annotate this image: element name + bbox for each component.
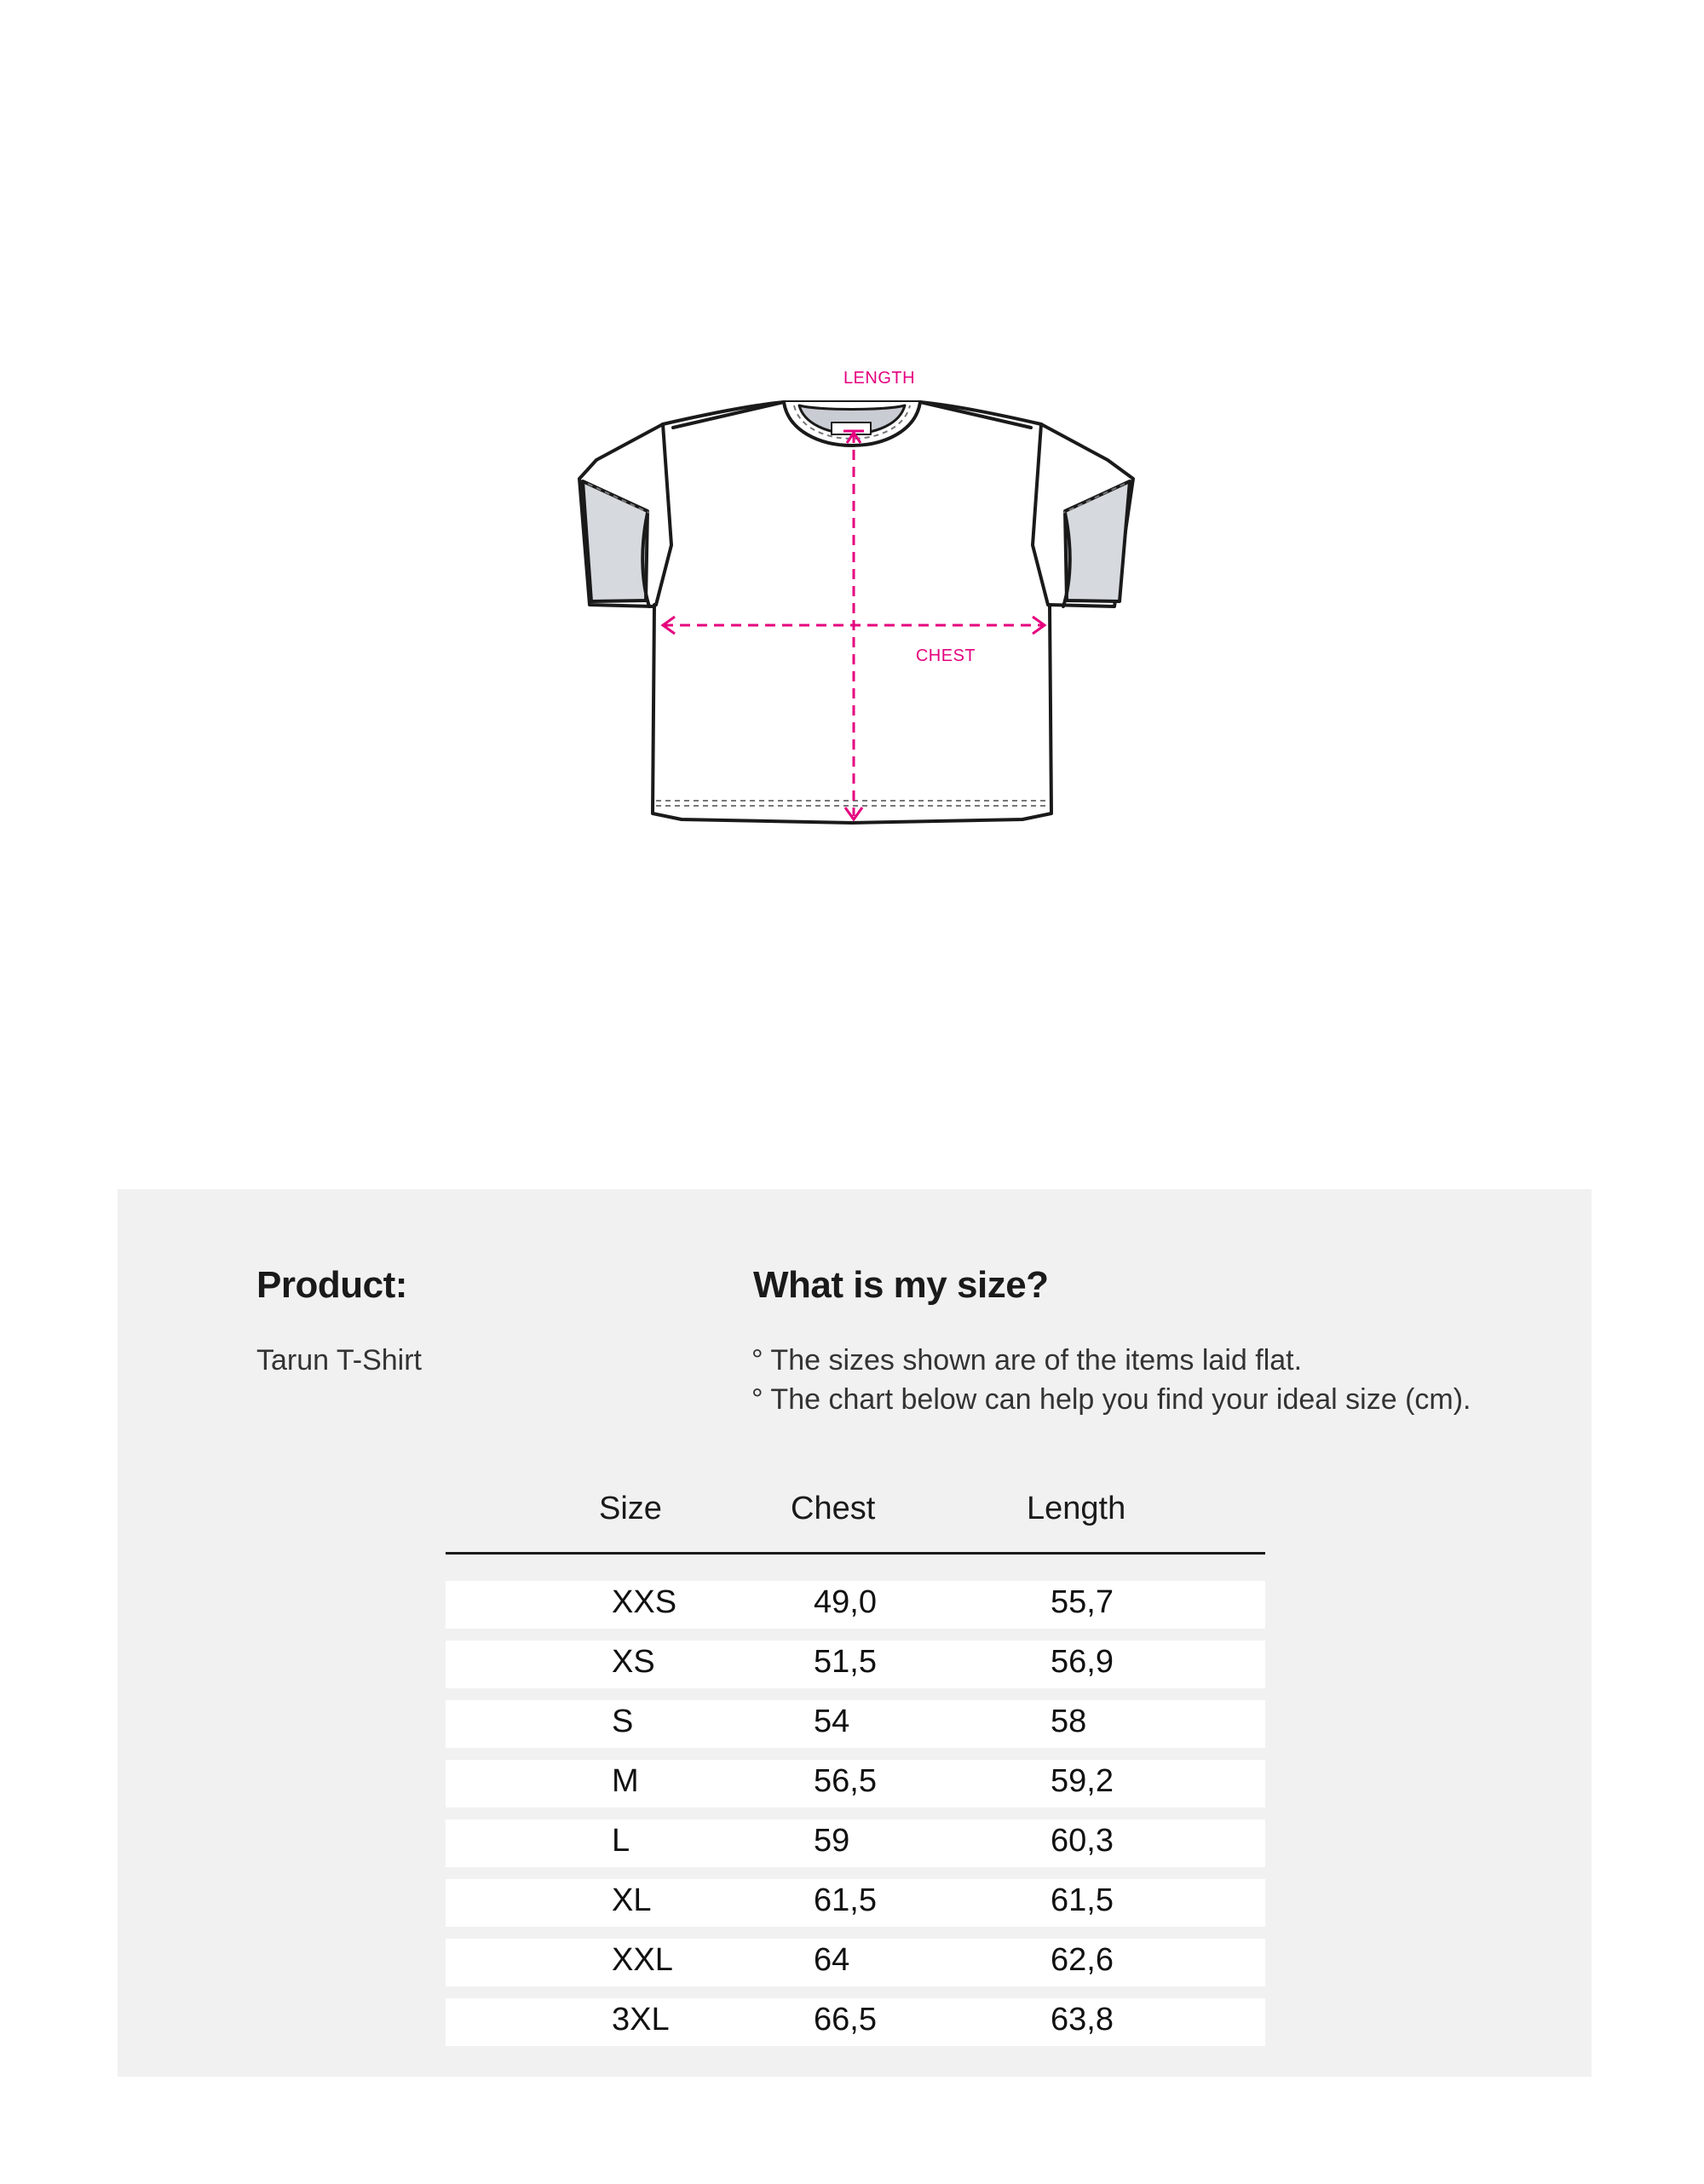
size-cell: XXS xyxy=(612,1584,677,1620)
length-cell: 59,2 xyxy=(1051,1763,1114,1799)
chest-cell: 51,5 xyxy=(814,1644,877,1680)
length-cell: 61,5 xyxy=(1051,1882,1114,1918)
size-cell: XS xyxy=(612,1644,655,1680)
size-heading: What is my size? xyxy=(753,1264,1049,1306)
chest-cell: 61,5 xyxy=(814,1882,877,1918)
length-cell: 56,9 xyxy=(1051,1644,1114,1680)
column-header-chest: Chest xyxy=(791,1491,876,1526)
size-cell: L xyxy=(612,1823,630,1859)
chest-cell: 49,0 xyxy=(814,1584,877,1620)
tshirt-outline xyxy=(579,402,1133,823)
size-cell: XL xyxy=(612,1882,652,1918)
chest-label: CHEST xyxy=(915,647,976,665)
column-header-size: Size xyxy=(599,1491,662,1526)
length-cell: 63,8 xyxy=(1051,2002,1114,2037)
table-row xyxy=(446,1879,1265,1927)
product-name: Tarun T-Shirt xyxy=(256,1344,423,1376)
size-cell: XXL xyxy=(612,1942,673,1978)
tshirt-diagram xyxy=(0,0,1704,937)
size-cell: S xyxy=(612,1704,634,1739)
chest-cell: 64 xyxy=(814,1942,850,1978)
size-cell: M xyxy=(612,1763,639,1799)
chest-cell: 56,5 xyxy=(814,1763,877,1799)
table-row xyxy=(446,1760,1265,1808)
chest-cell: 59 xyxy=(814,1823,850,1859)
size-table-body xyxy=(446,1581,1265,2058)
table-row xyxy=(446,1819,1265,1867)
length-cell: 60,3 xyxy=(1051,1823,1114,1859)
table-row xyxy=(446,1641,1265,1688)
table-row xyxy=(446,1998,1265,2046)
table-row xyxy=(446,1700,1265,1748)
product-heading: Product: xyxy=(256,1264,407,1306)
chest-cell: 54 xyxy=(814,1704,850,1739)
length-cell: 62,6 xyxy=(1051,1942,1114,1978)
size-cell: 3XL xyxy=(612,2002,670,2037)
length-label: LENGTH xyxy=(843,369,916,388)
size-note-flat: ° The sizes shown are of the items laid flat. xyxy=(751,1344,1303,1376)
table-row xyxy=(446,1939,1265,1986)
length-cell: 58 xyxy=(1051,1704,1087,1739)
size-info-panel xyxy=(118,1189,1592,2077)
size-table-header xyxy=(446,1487,1265,1555)
column-header-length: Length xyxy=(1027,1491,1126,1526)
chest-cell: 66,5 xyxy=(814,2002,877,2037)
size-note-chart: ° The chart below can help you find your ideal size (cm). xyxy=(751,1383,1471,1416)
length-cell: 55,7 xyxy=(1051,1584,1114,1620)
table-row xyxy=(446,1581,1265,1629)
